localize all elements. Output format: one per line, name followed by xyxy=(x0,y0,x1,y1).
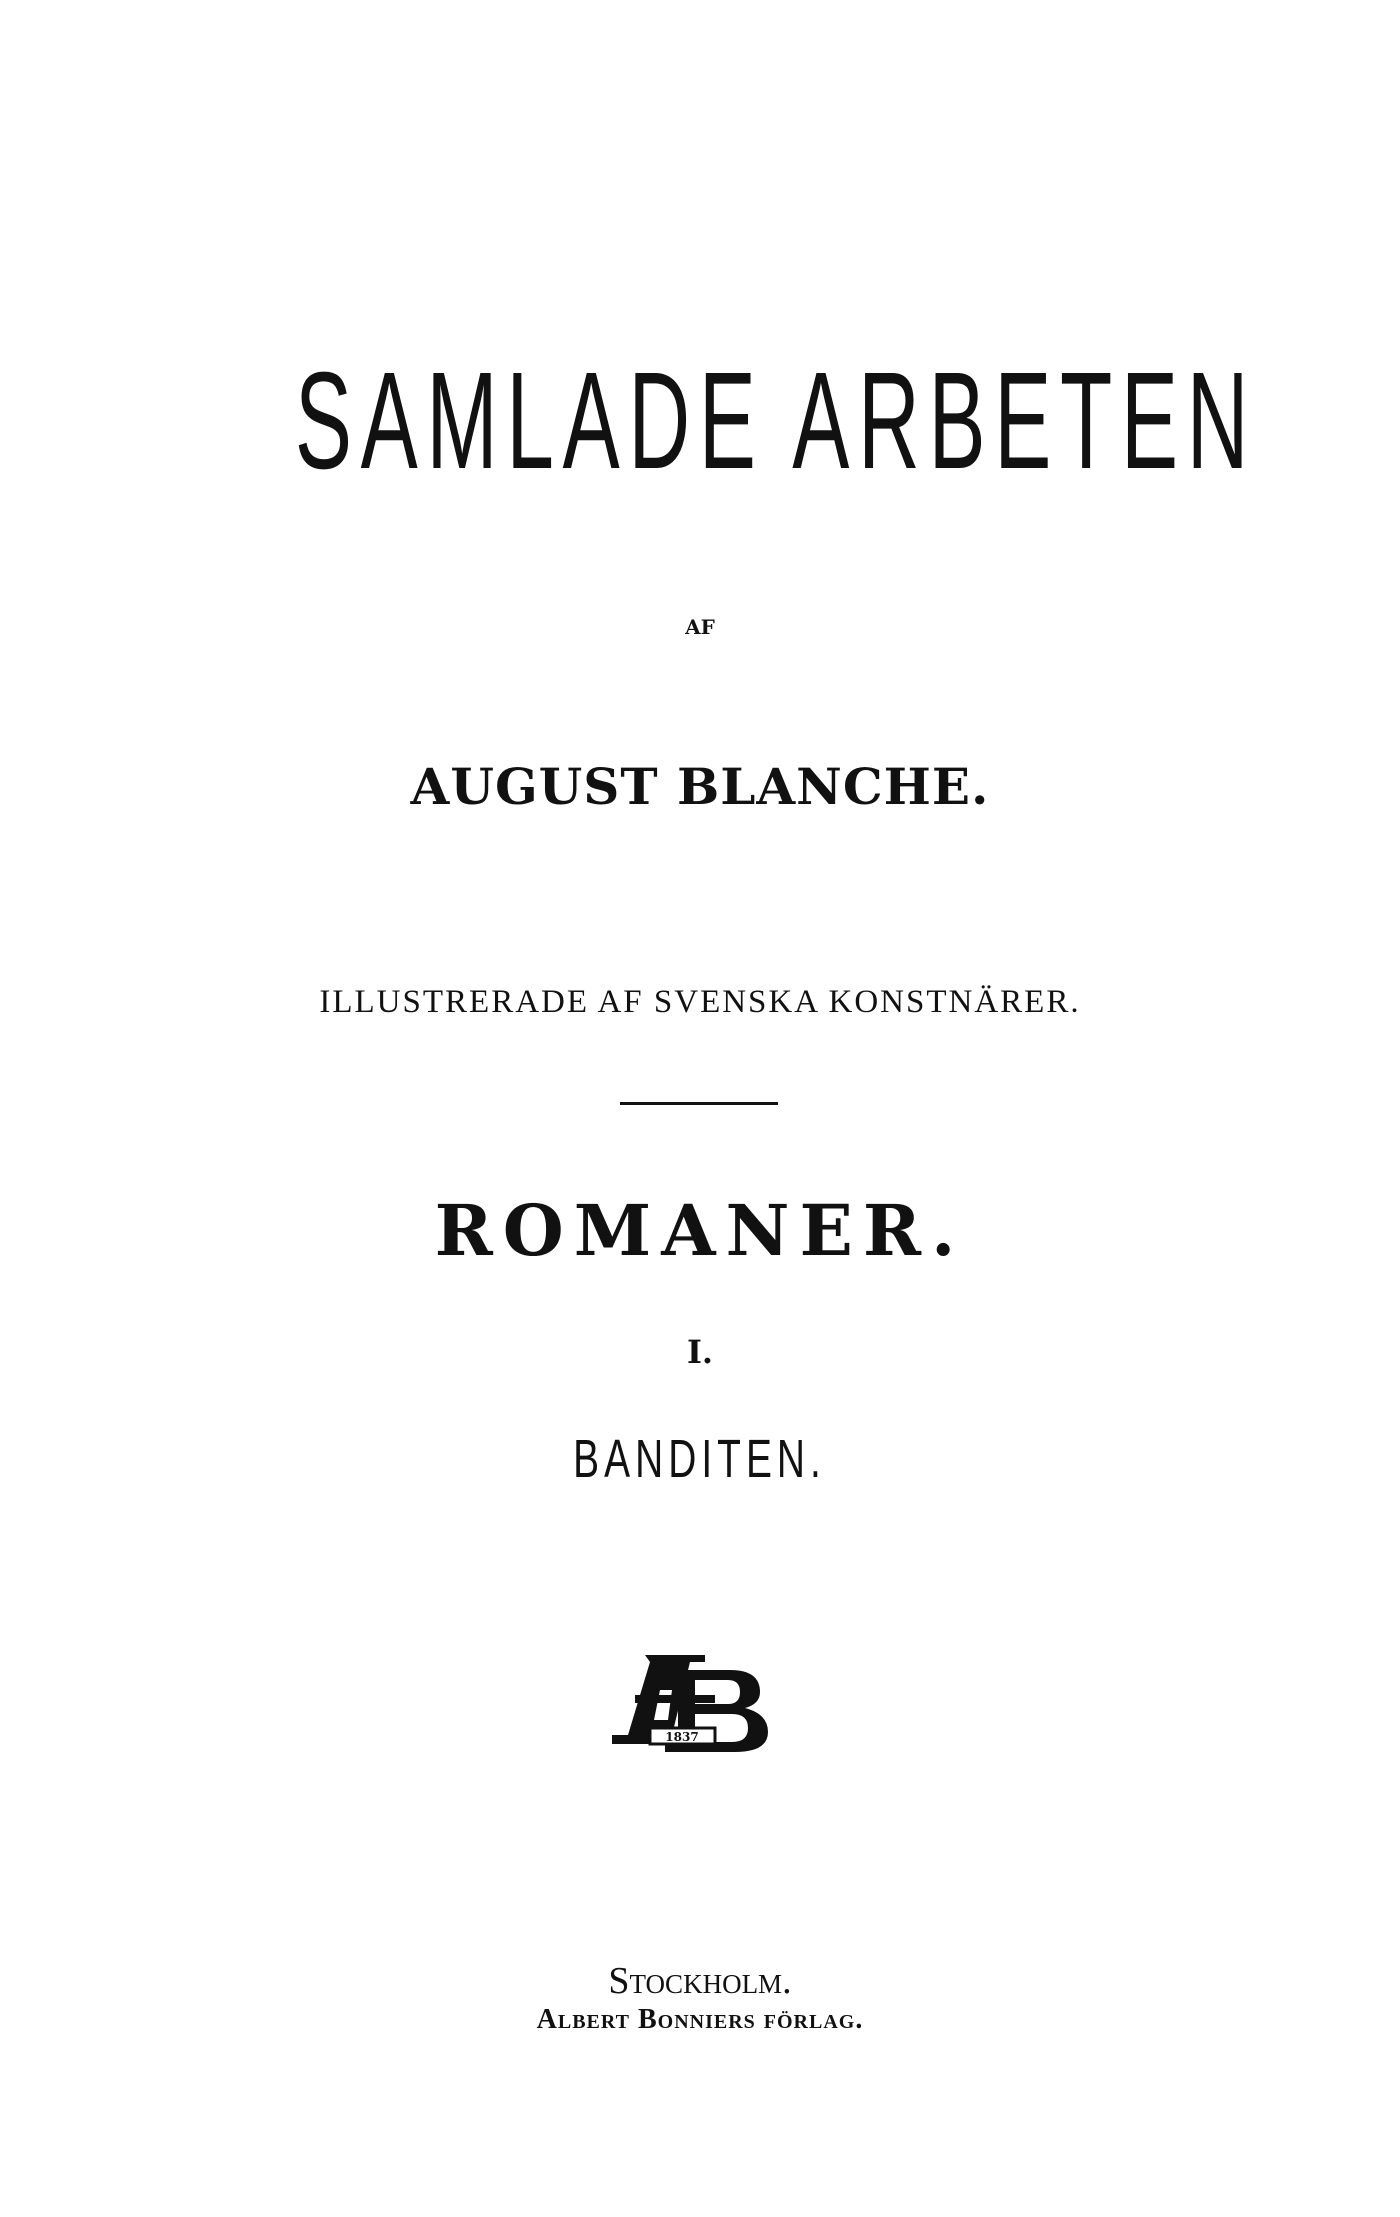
illustration-credit: ILLUSTRERADE AF SVENSKA KONSTNÄRER. xyxy=(319,984,1081,1020)
by-label: AF xyxy=(685,615,715,639)
divider-rule xyxy=(620,1102,778,1105)
imprint-city: Stockholm. xyxy=(608,1960,792,2002)
series-title: ROMANER. xyxy=(434,1189,966,1272)
collection-title xyxy=(0,344,1400,498)
volume-number: I. xyxy=(686,1333,714,1371)
author-name: AUGUST BLANCHE. xyxy=(410,757,990,816)
work-title xyxy=(0,1429,1400,1489)
publisher-logo-icon xyxy=(610,1640,775,1755)
collection-title-text: SAMLADE ARBETEN xyxy=(294,344,1258,498)
work-title-text: BANDITEN. xyxy=(573,1429,827,1489)
imprint-publisher: Albert Bonniers förlag. xyxy=(536,2004,864,2035)
logo-year: 1837 xyxy=(665,1730,699,1744)
